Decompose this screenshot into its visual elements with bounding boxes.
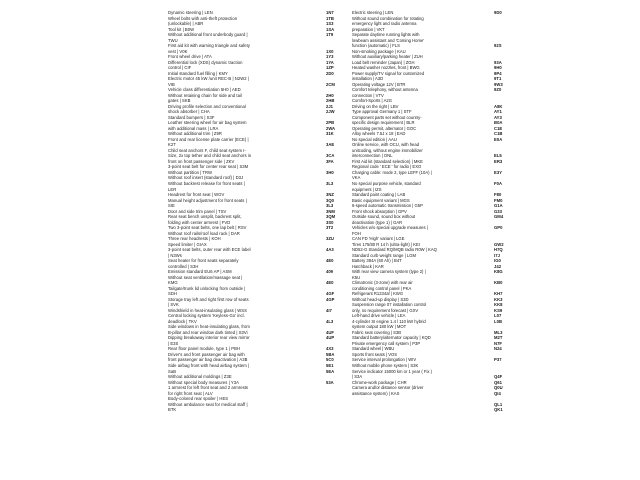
- option-description: Non-smoking package | KAU: [352, 48, 406, 54]
- option-code: 4E0: [326, 258, 334, 264]
- option-description: deactivation (type 1) | GAR: [352, 219, 403, 225]
- option-code: 3ZU: [326, 236, 334, 242]
- option-code: ML3: [494, 329, 503, 335]
- option-code: M2T: [494, 335, 503, 341]
- option-code: 3T2: [326, 225, 334, 231]
- option-description: Standard wheel | WBU: [352, 346, 395, 352]
- option-code: 3NZ: [326, 192, 334, 198]
- option-code: 3FA: [326, 158, 334, 164]
- option-code: 1T9: [326, 32, 334, 38]
- option-description: First Aid kit (standard selection) | MKE: [352, 158, 423, 164]
- option-code: 5C0: [326, 357, 334, 363]
- option-code: 3NM: [326, 208, 335, 214]
- option-code: Q61: [494, 379, 503, 385]
- list-item: Headrest for front seat | WOV: [168, 192, 225, 198]
- option-code: KB0: [494, 280, 503, 286]
- list-item: Rear floor panel module, type 1 | PBH: [168, 346, 241, 352]
- option-description: Fabric seat covering | S3B: [352, 329, 402, 335]
- option-description: function (automatic) | FLS: [352, 43, 400, 49]
- option-code: 2WA: [326, 125, 336, 131]
- list-item: Without partition | TRW: [168, 169, 213, 175]
- list-item: Without roof rails/roof load rack | DAR: [168, 230, 240, 236]
- list-item: Front wheel drive | ATA: [168, 54, 212, 60]
- list-item: controlled | S3H: [168, 263, 199, 269]
- option-code: F80: [494, 192, 502, 198]
- option-code: 2HB: [326, 98, 335, 104]
- option-code: E3Y: [494, 169, 503, 175]
- option-code: H7Q: [494, 247, 503, 253]
- option-code: 93A: [494, 59, 502, 65]
- option-code: 1TB: [326, 15, 334, 21]
- option-code: EL5: [494, 153, 502, 159]
- option-code: FM0: [494, 197, 503, 203]
- option-description: Chrome-work package | CHR: [352, 379, 407, 385]
- option-code: 4UF: [326, 329, 334, 335]
- option-description: equipment | IZS: [352, 186, 382, 192]
- option-code: 1ZP: [326, 65, 334, 71]
- list-item: front passenger air bag deactivation | A3B: [168, 357, 248, 363]
- option-code: QI4: [494, 390, 501, 396]
- option-code: 4X3: [326, 346, 334, 352]
- option-description: Without sound combination for rotating: [352, 15, 424, 21]
- list-item: Standard bumpers | S3F: [168, 114, 215, 120]
- option-description: Driving on the right | LBV: [352, 103, 399, 109]
- option-code: G1A: [494, 203, 503, 209]
- option-description: Battery 384A (60 Ah) | B4T: [352, 258, 402, 264]
- list-item: Size, 2x top tether and child seat anchors in: [168, 153, 252, 159]
- option-code: 3H0: [326, 169, 334, 175]
- option-code: C1B: [494, 131, 503, 137]
- option-code: 3Q0: [326, 197, 334, 203]
- option-description: specific design requirement | BLR: [352, 120, 415, 126]
- option-description: K5U: [352, 274, 361, 280]
- option-code: I7J: [494, 252, 500, 258]
- option-description: No special edition | AAU: [352, 136, 397, 142]
- option-description: 4-cylinder SI engine 1.4 l 110 kW hybrid: [352, 318, 426, 324]
- list-item: front on front passenger side | ZKV: [168, 158, 235, 164]
- list-item: Seat heater for front seats separately: [168, 258, 239, 264]
- option-code: KK8: [494, 302, 503, 308]
- option-code: 1S3: [326, 21, 334, 27]
- option-description: Hatchback | KAR: [352, 263, 384, 269]
- option-code: GW2: [494, 241, 504, 247]
- option-description: Service interval prolongation | WIV: [352, 357, 417, 363]
- equipment-description-column: [168, 10, 308, 413]
- option-description: only, no requirement forecast | GXV: [352, 307, 419, 313]
- option-description: Regional code ' ECE ' for radio | EXO: [352, 164, 422, 170]
- option-description: Comfort-Sports | A2G: [352, 98, 392, 104]
- list-item: SIE: [168, 203, 175, 209]
- option-code: 9D0: [494, 10, 502, 15]
- list-item: shock absorber | CHA: [168, 109, 210, 115]
- list-item: K2T: [168, 142, 176, 148]
- option-description: FOH: [352, 230, 361, 236]
- option-description: Charging cable: mode 2, type LEFF (10A) |: [352, 169, 432, 175]
- option-code: GP0: [494, 225, 503, 231]
- option-code: 4A3: [326, 247, 334, 253]
- list-item: BTK: [168, 407, 177, 413]
- option-code: 2PB: [326, 120, 335, 126]
- list-item: Central locking system 'Keyless-Go' incl.: [168, 313, 245, 319]
- option-code: 9W3: [494, 81, 503, 87]
- option-code: KK3: [494, 296, 503, 302]
- option-code: 92S: [494, 43, 502, 49]
- list-item: Door and side trim panel | TSV: [168, 208, 227, 214]
- option-description: Service indicator 15000 km or 1 year ( Fix ): [352, 368, 433, 374]
- list-item: Without retaining chain for side and tail: [168, 92, 242, 98]
- list-item: Initial standard fuel filling | KMY: [168, 70, 228, 76]
- option-description: Comfort telephony, without antenna: [352, 87, 418, 93]
- option-description: Tires 175/80 R 14 h (ultra-light) | KEI: [352, 241, 420, 247]
- option-code: AY1: [494, 109, 502, 115]
- option-code: ER3: [494, 158, 503, 164]
- option-code: K8G: [494, 269, 503, 275]
- list-item: vest | V0K: [168, 48, 188, 54]
- option-code: G33: [494, 208, 503, 214]
- list-item: Front and rear license plate carrier (ECE) |: [168, 136, 249, 142]
- option-code: 1Y3: [326, 54, 334, 60]
- option-description: Standard paint coating | LAB: [352, 192, 406, 198]
- option-code: 5BA: [326, 351, 335, 357]
- option-code: P37: [494, 357, 502, 363]
- list-item: Differential lock (XDS) dynamic traction: [168, 59, 243, 65]
- list-item: Tool kit | B0W: [168, 26, 195, 32]
- option-description: unitcoding, without engine immobilizer: [352, 147, 423, 153]
- option-code: 2J1: [326, 103, 333, 109]
- option-description: Without head-up display | S3D: [352, 296, 409, 302]
- option-description: preparation | VKT: [352, 26, 385, 32]
- list-item: Dynamic steering | LEN: [168, 10, 213, 15]
- option-description: Basic equipment variant | MGS: [352, 197, 410, 203]
- option-code: AY3: [494, 114, 502, 120]
- option-code: L0B: [494, 318, 503, 324]
- option-code: 9P4: [494, 70, 502, 76]
- option-description: Standard battery/alternator capacity | KQD: [352, 335, 431, 341]
- option-description: Suspension range 07 installation control: [352, 302, 427, 308]
- option-description: ND52-G Standard RQ/MQB radio R0W | KAQ: [352, 247, 437, 253]
- list-item: Body-colored rear spoiler | HES: [168, 396, 229, 402]
- option-description: Heated washer nozzles, front | BWG: [352, 65, 420, 71]
- option-code: L07: [494, 313, 502, 319]
- option-description: installation | A3D: [352, 76, 384, 82]
- table-row: [326, 391, 476, 397]
- option-code: 5EA: [326, 368, 335, 374]
- option-description: conditioning control panel | PKA: [352, 285, 412, 291]
- list-item: (unlockable) | ABR: [168, 21, 204, 27]
- option-code: C1E: [494, 125, 503, 131]
- option-description: Power supply/TV signal for customized: [352, 70, 425, 76]
- option-code: 2H0: [326, 92, 334, 98]
- option-description: Separate daytime running lights with: [352, 32, 420, 38]
- list-item: VIB: [168, 81, 175, 87]
- list-item: Side airbag front with head airbag system |: [168, 363, 250, 368]
- option-description: Component parts set without country-: [352, 114, 422, 120]
- list-item: Without additional moldings | Z3E: [168, 374, 232, 380]
- option-code: Q4F: [494, 374, 503, 380]
- option-description: With rear view camera system (type 2) |: [352, 269, 426, 275]
- option-description: Without mobile phone system | S3K: [352, 363, 419, 368]
- option-code: [326, 391, 352, 397]
- list-item: Three rear headrests | KOH: [168, 236, 221, 242]
- option-code: 4UP: [326, 335, 335, 341]
- option-description: Refrigerant R1234af | KWG: [352, 291, 404, 297]
- option-code: 5E1: [326, 363, 334, 368]
- option-code: IG0: [494, 258, 501, 264]
- list-item: Leather steering wheel for air bag system: [168, 120, 247, 126]
- list-item: Speed limiter | GIAX: [168, 241, 207, 247]
- option-code: N24: [494, 346, 502, 352]
- option-description: Alloy wheels 7.5J x 18 | EAD: [352, 131, 406, 137]
- option-code: 9Z0: [494, 87, 502, 93]
- option-code: KS9: [494, 307, 503, 313]
- option-description: 6-speed automatic transmission | G5P: [352, 203, 423, 209]
- list-item: Two 3-point seat belts, one lap belt | RSV: [168, 225, 247, 231]
- option-code: 53A: [326, 379, 334, 385]
- list-item: Driver's and front passenger air bag with: [168, 351, 245, 357]
- list-item: control | CIF: [168, 65, 192, 71]
- option-code: 2JW: [326, 109, 335, 115]
- option-code: 2CM: [326, 81, 335, 87]
- list-item: 3-point seat belt for center rear seat | S3M: [168, 164, 249, 170]
- option-code: 3S0: [326, 219, 334, 225]
- option-code: N7F: [494, 340, 503, 346]
- option-code: 4E0: [326, 280, 334, 286]
- list-item: with additional mass | LRA: [168, 125, 219, 131]
- option-description: Front shock absorption | GPV: [352, 208, 407, 214]
- option-description: Electric steering | LEN: [352, 10, 394, 15]
- list-item: KMG: [168, 280, 178, 286]
- code-description-column: [326, 10, 476, 396]
- list-item: Without additional front underbody guard |: [168, 32, 248, 38]
- list-item: Without ambulance seat for medical staff |: [168, 401, 248, 407]
- list-item: Rear seat bench unsplit, backrest split,: [168, 214, 242, 220]
- list-item: Storage tray left and right first row of seats: [168, 296, 249, 302]
- list-item: Driving profile selection and conventional: [168, 103, 246, 109]
- option-code: 4L3: [326, 318, 334, 324]
- option-description: Operating voltage 12V | BTR: [352, 81, 406, 87]
- option-code: A8K: [494, 103, 503, 109]
- option-description: Outside sound, sound box without: [352, 214, 416, 220]
- list-item: Side windows in heat-insulating glass, from: [168, 324, 250, 330]
- option-description: CAN FD 'High' variant | LGE: [352, 236, 405, 242]
- option-code: 4GP: [326, 296, 335, 302]
- option-description: VKA: [352, 175, 361, 181]
- list-item: Electric motor 45 kW /unit REC-B | N2W2 |: [168, 76, 249, 82]
- option-description: assistance system) | KAS: [352, 390, 400, 396]
- option-description: interconnection | ONL: [352, 153, 393, 159]
- option-code: 3QM: [326, 214, 336, 220]
- list-item: folding with center armrest | FVD: [168, 219, 231, 225]
- option-code: Q0U: [494, 385, 503, 391]
- option-description: Left-hand drive vehicle | LEA: [352, 313, 406, 319]
- option-description: Load belt reminder (Japan) | ZGH: [352, 59, 415, 65]
- list-item: Without additional trim | Z9R: [168, 131, 222, 137]
- option-description: Sports front seats | VOS: [352, 351, 398, 357]
- option-code: 4GF: [326, 291, 335, 297]
- list-item: First aid kit with warning triangle and safety: [168, 43, 250, 49]
- list-item: SaB: [168, 368, 177, 374]
- option-description: Type approval Germany 1 | STF: [352, 109, 412, 115]
- list-item: Without backrest release for front seats |: [168, 180, 245, 186]
- option-code: 1X0: [326, 48, 334, 54]
- option-code: 1YA: [326, 59, 334, 65]
- option-code: 3L3: [326, 180, 334, 186]
- option-description: Operating permit, alternator | GOC: [352, 125, 417, 131]
- option-description: Standard curb weight range | LGM: [352, 252, 416, 258]
- option-description: lowbeam assistant and 'Coming Home': [352, 37, 425, 43]
- option-description: Online service, with OCU, with head: [352, 142, 420, 148]
- option-code: GM4: [494, 214, 504, 220]
- list-item: | E3S: [168, 340, 179, 346]
- code-column: [494, 10, 614, 413]
- list-item: SDH: [168, 291, 177, 297]
- list-item: TWU: [168, 37, 178, 43]
- option-code: 3CA: [326, 153, 335, 159]
- option-code: 31K: [326, 131, 334, 137]
- option-description: Private emergency call system | P3P: [352, 340, 421, 346]
- option-code: 9T1: [494, 76, 502, 82]
- list-item: B-pillar and rear window dark tinted | S3Vi: [168, 329, 248, 335]
- list-item: Child seat anchors F, child seat system I-: [168, 147, 246, 153]
- list-item: Without seat ventilation/massage seat |: [168, 274, 243, 280]
- list-item: 3-point seat belts, outer rear with ECE label: [168, 247, 251, 253]
- list-item: LER: [168, 186, 177, 192]
- option-description: Camera and/or distance sensor (driver: [352, 385, 424, 391]
- option-code: 3L3: [326, 203, 334, 209]
- option-description: Climatronic (3-zone) with rear air: [352, 280, 413, 286]
- list-item: Vehicle class differentiation 5H0 | AED: [168, 87, 241, 93]
- list-item: Without special body measures | Y3A: [168, 379, 239, 385]
- option-code: B0A: [494, 120, 503, 126]
- list-item: Wheel bolts with anti-theft protection: [168, 15, 238, 21]
- list-item: gates | SKB: [168, 98, 191, 104]
- code-list-columns: [0, 10, 640, 413]
- list-item: Without roof insert (standard roof) | D3J: [168, 175, 244, 181]
- option-code: 1SA: [326, 26, 335, 32]
- option-description: emergency light and radio antenna: [352, 21, 417, 27]
- option-code: 3AE: [326, 142, 335, 148]
- list-item: Windshield in heat-insulating glass | WSS: [168, 307, 247, 313]
- list-item: 1 armrest for left front seat and 2 armrests: [168, 385, 249, 391]
- option-code: KH7: [494, 291, 503, 297]
- list-item: Manual height adjustment for front seats |: [168, 197, 247, 203]
- option-code: 2D0: [326, 70, 334, 76]
- list-item: deadlock | TKV: [168, 318, 197, 324]
- option-code: J42: [494, 263, 502, 269]
- option-description: system output 180 kW | MOT: [352, 324, 407, 330]
- option-description: No special purpose vehicle, standard: [352, 180, 421, 186]
- option-code: QK1: [494, 407, 503, 413]
- option-code: F0A: [494, 180, 503, 186]
- option-description: Without auxiliary/parking heater | ZUH: [352, 54, 423, 60]
- list-item: Tailgate/trunk lid unlocking from outside |: [168, 285, 246, 291]
- list-item: Dipping breakaway interior rear view mirror: [168, 335, 250, 341]
- option-code: E0A: [494, 136, 503, 142]
- list-item: | SVK: [168, 302, 179, 308]
- option-code: QL1: [494, 401, 503, 407]
- option-description: | S3A: [352, 374, 363, 380]
- list-item: for right front seat | ALV: [168, 390, 213, 396]
- option-code: 409: [326, 269, 333, 275]
- list-item: Emission standard EU6 AP | ASM: [168, 269, 232, 275]
- option-code: 9H0: [494, 65, 502, 71]
- option-code: 1N7: [326, 10, 334, 15]
- option-description: connection | VTV: [352, 92, 384, 98]
- option-code: 4I7: [326, 307, 332, 313]
- list-item: | N3Ws: [168, 252, 182, 258]
- option-description: Vehicles w/o special upgrade measures |: [352, 225, 428, 231]
